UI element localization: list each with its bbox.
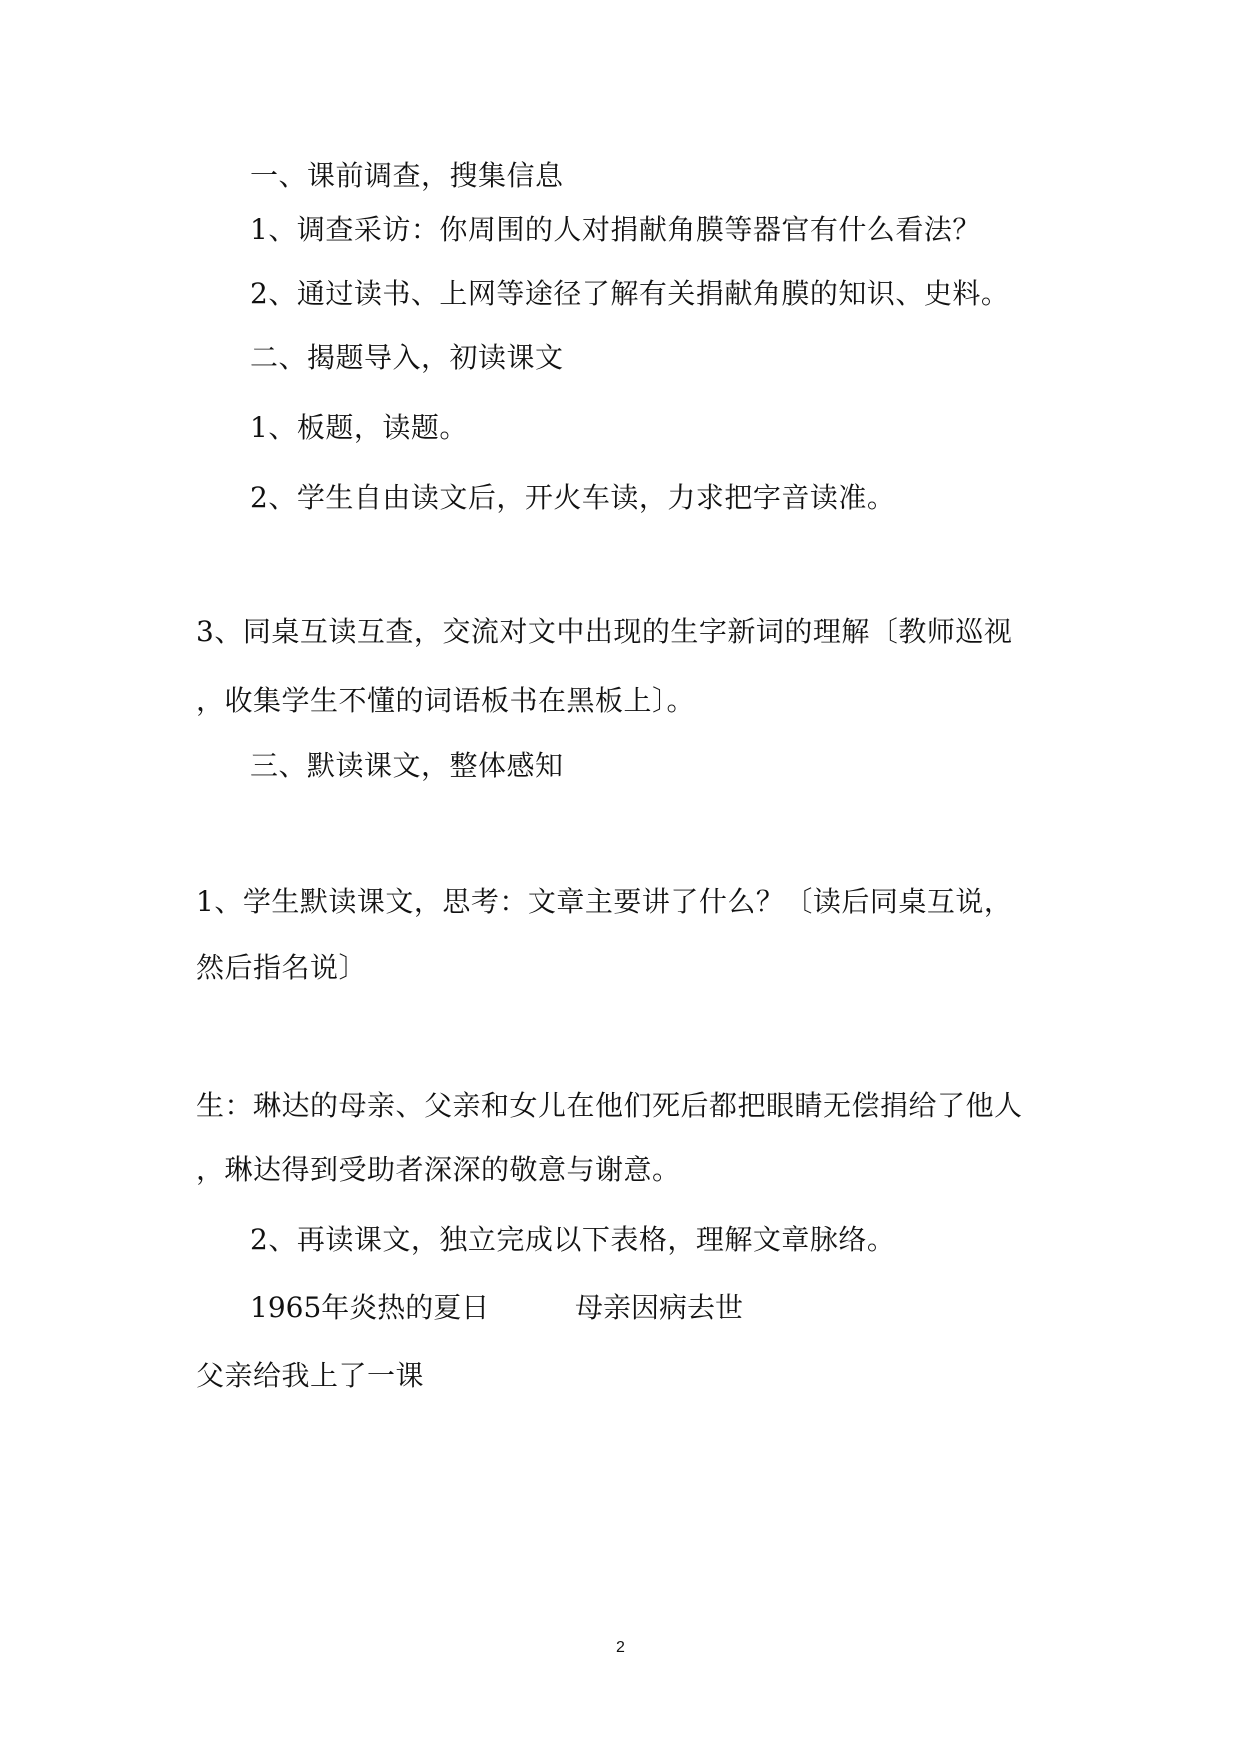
section-heading-2: 二、揭题导入，初读课文 xyxy=(250,341,564,374)
paragraph-line: 1、学生默读课文，思考：文章主要讲了什么？〔读后同桌互说， xyxy=(196,885,1013,918)
paragraph-line: 1、板题，读题。 xyxy=(250,411,468,444)
section-heading-3: 三、默读课文，整体感知 xyxy=(250,749,564,782)
table-cell-event: 母亲因病去世 xyxy=(575,1291,744,1324)
table-cell-date: 1965年炎热的夏日 xyxy=(250,1291,490,1324)
paragraph-line: 2、学生自由读文后，开火车读，力求把字音读准。 xyxy=(250,481,896,514)
page-number: 2 xyxy=(616,1639,625,1656)
paragraph-line: 生：琳达的母亲、父亲和女儿在他们死后都把眼睛无偿捐给了他人 xyxy=(196,1089,1023,1122)
paragraph-line: 2、通过读书、上网等途径了解有关捐献角膜的知识、史料。 xyxy=(250,277,1010,310)
paragraph-line: 然后指名说〕 xyxy=(196,951,368,984)
timeline-table-row xyxy=(250,1290,744,1326)
paragraph-line: 1、调查采访：你周围的人对捐献角膜等器官有什么看法？ xyxy=(250,213,981,246)
section-heading-1: 一、课前调查，搜集信息 xyxy=(250,159,564,192)
paragraph-line: ，琳达得到受助者深深的敬意与谢意。 xyxy=(196,1153,681,1186)
paragraph-line: 父亲给我上了一课 xyxy=(196,1359,425,1392)
paragraph-line: ，收集学生不懂的词语板书在黑板上〕。 xyxy=(196,684,696,717)
paragraph-line: 2、再读课文，独立完成以下表格，理解文章脉络。 xyxy=(250,1223,896,1256)
paragraph-line: 3、同桌互读互查，交流对文中出现的生字新词的理解〔教师巡视 xyxy=(196,615,1013,648)
